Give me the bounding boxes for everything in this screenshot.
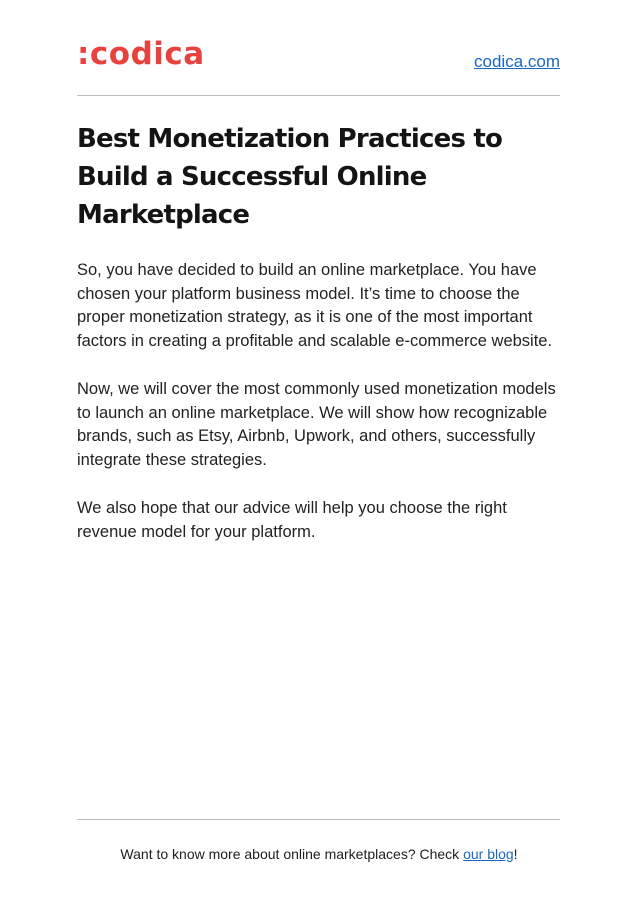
header-divider	[77, 95, 560, 96]
paragraph: We also hope that our advice will help you choose the right revenue model for your platform.	[77, 499, 507, 541]
blog-link[interactable]: our blog	[463, 846, 514, 862]
paragraph: So, you have decided to build an online marketplace. You have chosen your platform business model. It’s time to choose the proper monetization strategy, as it is one of the most important factors in creating a profitable and scalable e-commerce website.	[77, 261, 553, 350]
footer-note	[0, 845, 638, 863]
paragraph: Now, we will cover the most commonly used monetization models to launch an online marketplace. We will show how recognizable brands, such as Etsy, Airbnb, Upwork, and others, successfully integrate these strategies.	[77, 380, 556, 469]
footer-text: Want to know more about online marketplaces? Check	[120, 846, 464, 862]
page-title: Best Monetization Practices to Build a Successful Online Marketplace	[77, 124, 503, 230]
article-body	[77, 259, 562, 569]
codica-logo: :codica	[77, 36, 205, 72]
footer-divider	[77, 819, 560, 820]
site-link[interactable]: codica.com	[474, 52, 560, 71]
footer-suffix: !	[513, 846, 518, 862]
